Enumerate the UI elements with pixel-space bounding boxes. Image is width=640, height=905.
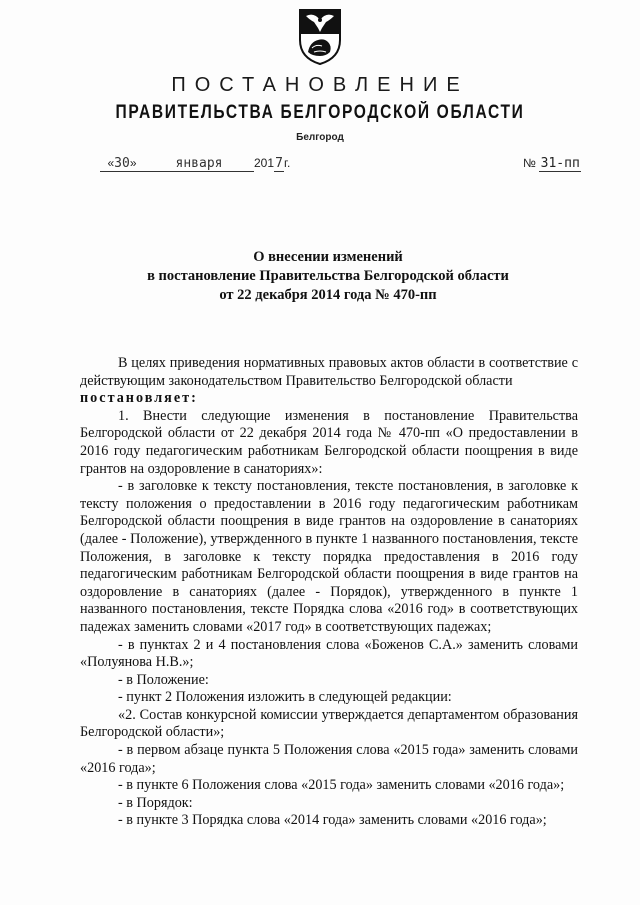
paragraph-7: - в первом абзаце пункта 5 Положения слова «2015 года» заменить словами «2016 года»; [80,742,578,776]
date-year-prefix: 201 [254,156,275,170]
paragraph-2: - в заголовке к тексту постановления, тексте постановления, в заголовке к тексту положения о предоставлении в 2016 году педагогическим работникам Белгородской области поощрения в виде грантов на оздоровление в санаториях (далее - Положение), утвержденного в пункте 1 названного постановления, тексте Положения, в заголовке к тексту порядка предоставления в 2016 году педагогическим работникам Белгородской области поощрения в виде грантов на оздоровление в санаториях (далее - Порядок), утвержденного в пункте 1 названного постановления, тексте Порядка слова «2016 год» в соответствующих падежах заменить словами «2017 год» в соответствующих падежах; [80,478,578,635]
date-year-suffix: 7 [275,156,283,171]
issuer-heading: ПРАВИТЕЛЬСТВА БЕЛГОРОДСКОЙ ОБЛАСТИ [115,102,525,123]
number-value: 31-пп [540,156,580,171]
paragraph-10: - в пункте 3 Порядка слова «2014 года» заменить словами «2016 года»; [118,812,547,829]
document-date [100,156,290,172]
paragraph-9: - в Порядок: [118,794,193,811]
date-year-mark: г. [284,156,291,170]
title-line-1: О внесении изменений [253,249,403,265]
number-label: № [523,156,536,170]
date-month-field: января [144,156,254,172]
document-type-heading: ПОСТАНОВЛЕНИЕ [171,74,469,96]
title-line-3: от 22 декабря 2014 года № 470-пп [219,287,437,303]
document-title [80,248,576,305]
belgorod-coat-of-arms-icon [296,6,344,66]
paragraph-1: 1. Внести следующие изменения в постановление Правительства Белгородской области от 22 декабря 2014 года № 470-пп «О предоставлении в 2016 году педагогическим работникам Белгородской области поощрения в виде грантов на оздоровление в санаториях»: [80,407,578,477]
document-number [523,156,581,172]
paragraph-resolves-wrap [80,390,578,408]
paragraph-4: - в Положение: [118,671,209,688]
document-body [80,355,578,830]
paragraph-8: - в пункте 6 Положения слова «2015 года» заменить словами «2016 года»; [118,777,565,794]
paragraph-3: - в пунктах 2 и 4 постановления слова «Боженов С.А.» заменить словами «Полуянова Н.В.»; [80,636,578,671]
paragraph-intro: В целях приведения нормативных правовых актов области в соответствие с действующим законодательством Правительство Белгородской области [80,355,578,389]
city-label: Белгород [296,132,344,143]
paragraph-5: - пункт 2 Положения изложить в следующей редакции: [118,689,452,706]
paragraph-resolves: постановляет: [80,390,198,407]
date-day-field: «30» [100,156,144,172]
title-line-2: в постановление Правительства Белгородской области [147,268,509,284]
paragraph-6: «2. Состав конкурсной комиссии утверждается департаментом образования Белгородской области»; [80,706,578,741]
